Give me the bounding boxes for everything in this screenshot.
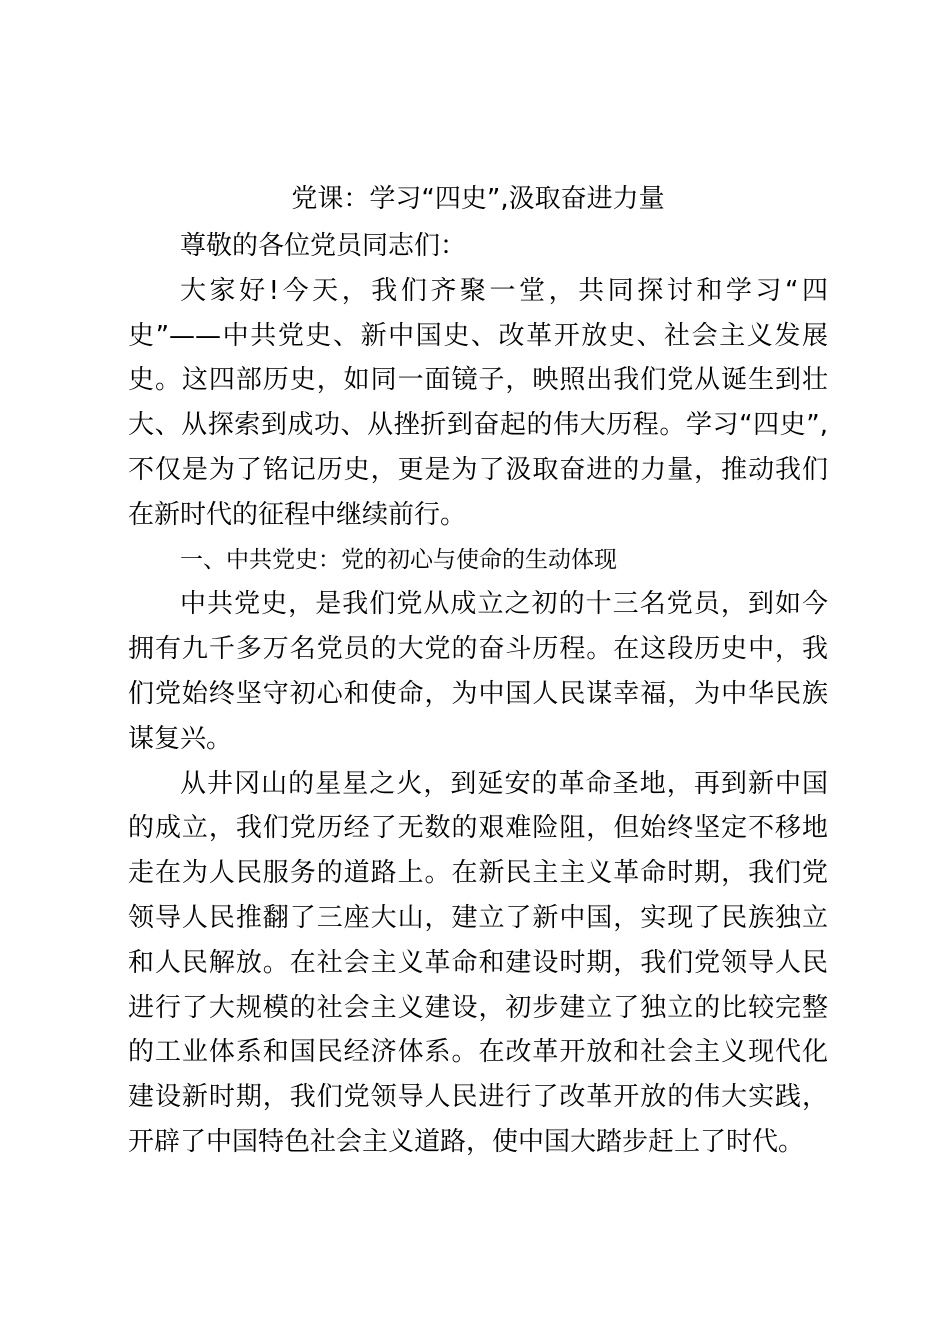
salutation: 尊敬的各位党员同志们： [180, 231, 467, 261]
section-paragraph-2: 从井冈山的星星之火，到延安的革命圣地，再到新中国的成立，我们党历经了无数的艰难险阻，但始终坚定不移地走在为人民服务的道路上。在新民主主义革命时期，我们党领导人民推翻了三座大山，建立了新中国，实现了民族独立和人民解放。在社会主义革命和建设时期，我们党领导人民进行了大规模的社会主义建设，初步建立了独立的比较完整的工业体系和国民经济体系。在改革开放和社会主义现代化建设新时期，我们党领导人民进行了改革开放的伟大实践，开辟了中国特色社会主义道路，使中国大踏步赶上了时代。 [128, 768, 828, 1157]
document-title: 党课：学习“四史”,汲取奋进力量 [291, 184, 665, 214]
intro-paragraph: 大家好!今天，我们齐聚一堂，共同探讨和学习“四史”——中共党史、新中国史、改革开放史、社会主义发展史。这四部历史，如同一面镜子，映照出我们党从诞生到壮大、从探索到成功、从挫折到奋起的伟大历程。学习“四史”,不仅是为了铭记历史，更是为了汲取奋进的力量，推动我们在新时代的征程中继续前行。 [128, 275, 828, 530]
document-body [128, 176, 828, 1165]
section-paragraph-1: 中共党史，是我们党从成立之初的十三名党员，到如今拥有九千多万名党员的大党的奋斗历程。在这段历史中，我们党始终坚守初心和使命，为中国人民谋幸福，为中华民族谋复兴。 [128, 589, 828, 754]
section-heading: 一、中共党史：党的初心与使命的生动体现 [180, 546, 617, 573]
